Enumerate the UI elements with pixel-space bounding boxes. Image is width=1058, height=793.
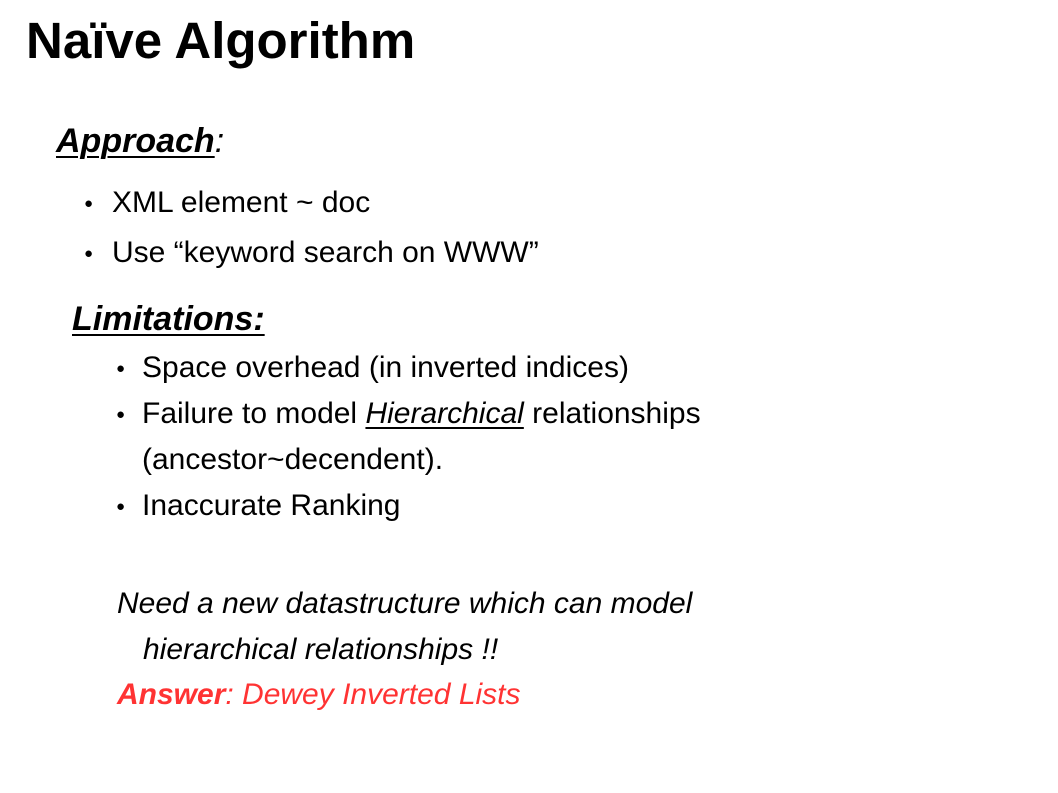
limitation-text-line2: (ancestor~decendent).	[142, 443, 444, 476]
approach-bullet-list	[84, 178, 539, 278]
bullet-dot-icon: ●	[84, 195, 94, 212]
answer-text: : Dewey Inverted Lists	[225, 678, 521, 711]
hierarchical-emphasis: Hierarchical	[365, 397, 524, 430]
bullet-dot-icon: ●	[116, 498, 126, 515]
bullet-dot-icon: ●	[116, 406, 126, 423]
limitation-text-before: Failure to model	[142, 397, 366, 430]
limitation-text: Inaccurate Ranking	[142, 489, 401, 522]
answer-line	[117, 672, 521, 718]
conclusion-note	[117, 581, 692, 673]
approach-bullet-text: XML element ~ doc	[112, 186, 371, 219]
approach-heading	[56, 120, 224, 162]
limitation-text-after: relationships	[523, 397, 701, 430]
limitation-item-ranking	[116, 483, 701, 529]
limitations-bullet-list	[116, 345, 701, 529]
approach-bullet-text: Use “keyword search on WWW”	[112, 236, 539, 269]
approach-bullet-item	[84, 178, 539, 228]
answer-label: Answer	[117, 678, 226, 711]
slide-title: Naïve Algorithm	[26, 12, 416, 69]
limitations-heading-text: Limitations:	[72, 300, 265, 338]
limitation-item-space-overhead	[116, 345, 701, 391]
limitation-text: Space overhead (in inverted indices)	[142, 351, 629, 384]
bullet-dot-icon: ●	[84, 245, 94, 262]
bullet-dot-icon: ●	[116, 360, 126, 377]
limitations-heading	[72, 298, 265, 340]
note-line2: hierarchical relationships !!	[143, 633, 499, 666]
limitation-item-hierarchy	[116, 391, 701, 483]
approach-heading-text: Approach	[56, 122, 215, 160]
approach-heading-colon: :	[214, 122, 225, 160]
note-line1: Need a new datastructure which can model	[117, 587, 693, 620]
limitation-text-line1	[142, 391, 701, 437]
approach-bullet-item	[84, 228, 539, 278]
